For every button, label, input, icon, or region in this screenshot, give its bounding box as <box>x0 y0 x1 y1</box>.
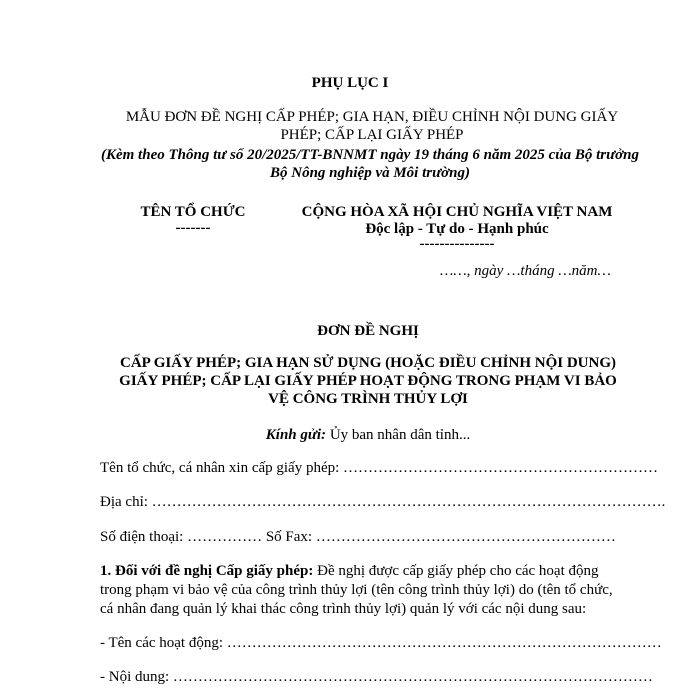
content-item: - Nội dung: …………………………………………………………………………………… <box>100 669 653 685</box>
activities-item: - Tên các hoạt động: …………………………………………………………………………… <box>100 635 662 651</box>
recipient-value: Ủy ban nhân dân tỉnh... <box>326 427 471 443</box>
section1-line1 <box>100 562 599 581</box>
section1-line2: trong phạm vi bảo vệ của công trình thủy lợi (tên công trình thủy lợi) do (tên tổ chức, <box>100 582 613 598</box>
section1-label: 1. Đối với đề nghị Cấp giấy phép: <box>100 563 314 579</box>
country-name: CỘNG HÒA XÃ HỘI CHỦ NGHĨA VIỆT NAM <box>301 204 613 220</box>
section1-line3: cá nhân đang quản lý khai thác công trình thủy lợi) quản lý với các nội dung sau: <box>100 601 587 617</box>
appendix-heading-line1: MẪU ĐƠN ĐỀ NGHỊ CẤP PHÉP; GIA HẠN, ĐIỀU CHỈNH NỘI DUNG GIẤY <box>125 109 619 125</box>
recipient-label: Kính gửi: <box>265 427 327 443</box>
organization-rule: ------- <box>175 220 211 236</box>
section1-text: Đề nghị được cấp giấy phép cho các hoạt động <box>313 563 599 579</box>
appendix-heading-line2: PHÉP; CẤP LẠI GIẤY PHÉP <box>280 127 464 143</box>
appendix-note-line1: (Kèm theo Thông tư số 20/2025/TT-BNNMT ngày 19 tháng 6 năm 2025 của Bộ trưởng <box>100 147 640 163</box>
recipient <box>0 426 700 445</box>
national-motto: Độc lập - Tự do - Hạnh phúc <box>365 221 549 237</box>
phone-fax-field: Số điện thoại: …………… Số Fax: …………………………………………………… <box>100 529 616 545</box>
address-field: Địa chỉ: …………………………………………………………………………………………. <box>100 494 666 510</box>
applicant-name-field: Tên tổ chức, cá nhân xin cấp giấy phép: ……………………………………………………… <box>100 460 659 476</box>
form-subtitle-line3: VỆ CÔNG TRÌNH THỦY LỢI <box>268 391 468 407</box>
organization-name: TÊN TỔ CHỨC <box>140 204 246 220</box>
form-title: ĐƠN ĐỀ NGHỊ <box>317 323 419 339</box>
form-subtitle-line1: CẤP GIẤY PHÉP; GIA HẠN SỬ DỤNG (HOẶC ĐIỀU CHỈNH NỘI DUNG) <box>120 355 616 371</box>
appendix-note-line2: Bộ Nông nghiệp và Môi trường) <box>270 165 470 181</box>
motto-rule: --------------- <box>419 236 495 252</box>
date-line: ……, ngày …tháng …năm… <box>440 263 611 279</box>
appendix-title: PHỤ LỤC I <box>311 75 389 91</box>
form-subtitle-line2: GIẤY PHÉP; CẤP LẠI GIẤY PHÉP HOẠT ĐỘNG TRONG PHẠM VI BẢO <box>119 373 617 389</box>
